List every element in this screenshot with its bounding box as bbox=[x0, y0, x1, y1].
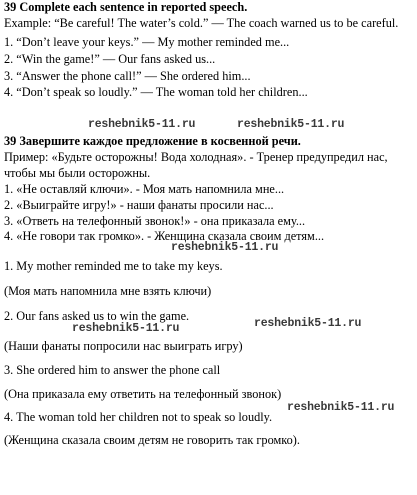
answer-1-russian: (Моя мать напомнила мне взять ключи) bbox=[4, 284, 212, 298]
watermark: reshebnik5-11.ru bbox=[88, 118, 196, 131]
answer-2-russian: (Наши фанаты попросили нас выиграть игру) bbox=[4, 339, 243, 353]
answer-3-english: 3. She ordered him to answer the phone call bbox=[4, 363, 221, 377]
russian-item-1: 1. «Не оставляй ключи». - Моя мать напомнила мне... bbox=[4, 182, 285, 196]
english-item-4: 4. “Don’t speak so loudly.” — The woman told her children... bbox=[4, 85, 308, 99]
watermark: reshebnik5-11.ru bbox=[254, 317, 362, 330]
russian-example-line-1: Пример: «Будьте осторожны! Вода холодная». - Тренер предупредил нас, bbox=[4, 150, 388, 164]
russian-task-heading: 39 Завершите каждое предложение в косвенной речи. bbox=[4, 134, 301, 148]
russian-item-2: 2. «Выиграйте игру!» - наши фанаты просили нас... bbox=[4, 198, 274, 212]
answer-4-english: 4. The woman told her children not to speak so loudly. bbox=[4, 410, 273, 424]
russian-item-3: 3. «Ответь на телефонный звонок!» - она приказала ему... bbox=[4, 214, 306, 228]
watermark: reshebnik5-11.ru bbox=[237, 118, 345, 131]
english-example: Example: “Be careful! The water’s cold.” — The coach warned us to be careful. bbox=[4, 16, 399, 30]
russian-example-line-2: чтобы мы были осторожны. bbox=[4, 166, 151, 180]
russian-item-4: 4. «Не говори так громко». - Женщина сказала своим детям... bbox=[4, 229, 325, 243]
answer-3-russian: (Она приказала ему ответить на телефонный звонок) bbox=[4, 387, 282, 401]
answer-4-russian: (Женщина сказала своим детям не говорить так громко). bbox=[4, 433, 300, 447]
english-task-heading: 39 Complete each sentence in reported speech. bbox=[4, 0, 248, 14]
watermark: reshebnik5-11.ru bbox=[171, 241, 279, 254]
english-item-2: 2. “Win the game!” — Our fans asked us... bbox=[4, 52, 216, 66]
english-item-1: 1. “Don’t leave your keys.” — My mother reminded me... bbox=[4, 35, 290, 49]
english-item-3: 3. “Answer the phone call!” — She ordered him... bbox=[4, 69, 251, 83]
watermark: reshebnik5-11.ru bbox=[287, 401, 395, 414]
answer-2-english: 2. Our fans asked us to win the game. bbox=[4, 309, 190, 323]
answer-1-english: 1. My mother reminded me to take my keys. bbox=[4, 259, 223, 273]
watermark: reshebnik5-11.ru bbox=[72, 322, 180, 335]
